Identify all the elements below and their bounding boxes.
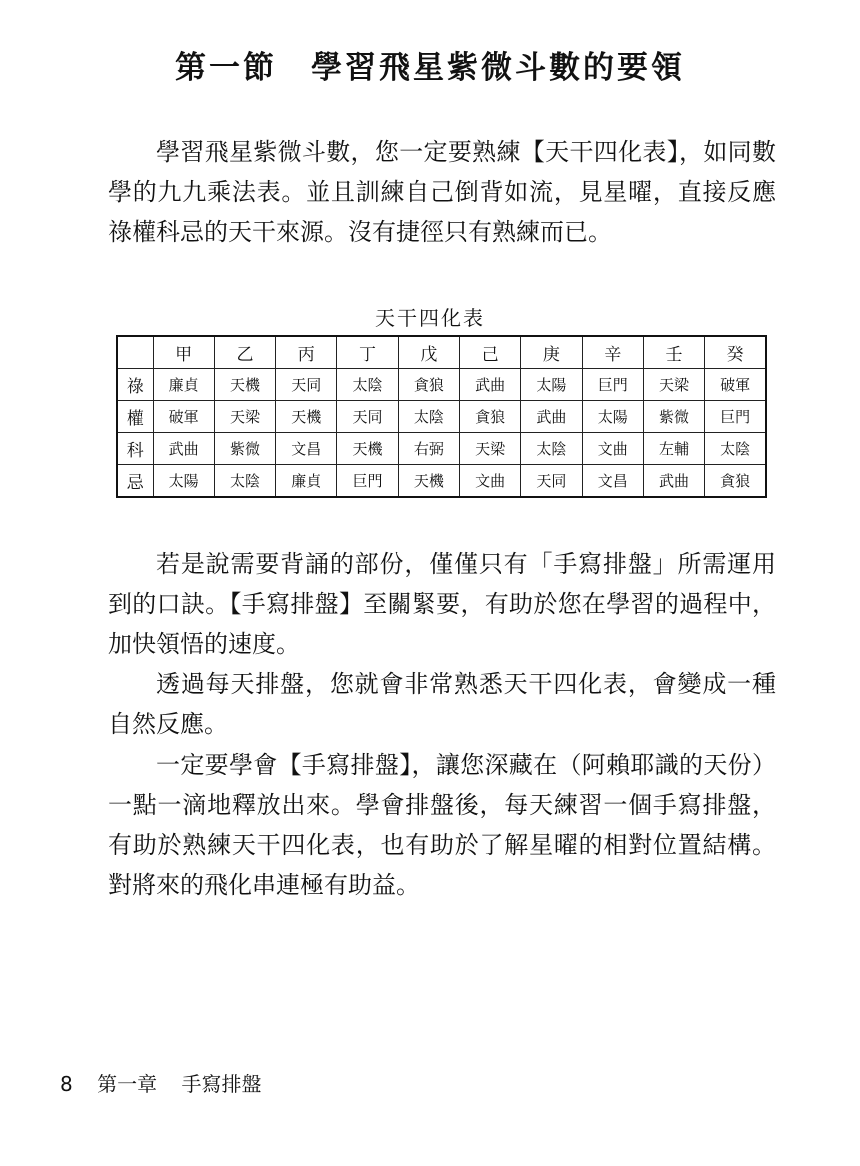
paragraph-1: 學習飛星紫微斗數，您一定要熟練【天干四化表】，如同數學的九九乘法表。並且訓練自己倒背如流，見星曜，直接反應祿權科忌的天干來源。沒有捷徑只有熟練而已。 xyxy=(108,138,776,246)
stem-header: 戊 xyxy=(398,336,459,369)
table-cell: 巨門 xyxy=(337,465,398,498)
table-row xyxy=(117,401,766,433)
table-cell: 天梁 xyxy=(459,433,520,465)
table-cell: 廉貞 xyxy=(153,369,214,401)
row-label: 祿 xyxy=(117,369,153,401)
table-cell: 太陽 xyxy=(582,401,643,433)
table-header-row xyxy=(117,336,766,369)
table-caption: 天干四化表 xyxy=(375,306,485,330)
table-cell: 天機 xyxy=(276,401,337,433)
stem-header: 癸 xyxy=(705,336,766,369)
paragraph-3: 透過每天排盤，您就會非常熟悉天干四化表，會變成一種自然反應。 xyxy=(108,670,776,738)
table-row xyxy=(117,369,766,401)
table-cell: 紫微 xyxy=(643,401,704,433)
table-cell: 巨門 xyxy=(582,369,643,401)
table-cell: 太陰 xyxy=(398,401,459,433)
table-cell: 天同 xyxy=(276,369,337,401)
table-cell: 太陽 xyxy=(521,369,582,401)
stem-header: 丙 xyxy=(276,336,337,369)
table-cell: 天機 xyxy=(337,433,398,465)
table-cell: 天機 xyxy=(214,369,275,401)
page-footer xyxy=(60,1068,279,1097)
chapter-label: 第一章 xyxy=(97,1072,158,1096)
table-cell: 太陰 xyxy=(705,433,766,465)
stem-header: 庚 xyxy=(521,336,582,369)
table-cell: 太陰 xyxy=(337,369,398,401)
table-cell: 天梁 xyxy=(643,369,704,401)
row-label: 忌 xyxy=(117,465,153,498)
table-corner-cell xyxy=(117,336,153,369)
table-cell: 破軍 xyxy=(705,369,766,401)
table-cell: 文曲 xyxy=(459,465,520,498)
chapter-title: 手寫排盤 xyxy=(181,1072,262,1096)
table-cell: 左輔 xyxy=(643,433,704,465)
table-cell: 武曲 xyxy=(459,369,520,401)
paragraph-4: 一定要學會【手寫排盤】，讓您深藏在（阿賴耶識的天份）一點一滴地釋放出來。學會排盤後，每天練習一個手寫排盤，有助於熟練天干四化表，也有助於了解星曜的相對位置結構。對將來的飛化串連極有助益。 xyxy=(108,751,776,899)
table-cell: 巨門 xyxy=(705,401,766,433)
table-cell: 右弼 xyxy=(398,433,459,465)
table-cell: 天機 xyxy=(398,465,459,498)
table-cell: 貪狼 xyxy=(459,401,520,433)
section-title: 第一節 學習飛星紫微斗數的要領 xyxy=(175,50,685,86)
table-cell: 太陰 xyxy=(214,465,275,498)
page-number: 8 xyxy=(60,1072,73,1096)
table-cell: 武曲 xyxy=(153,433,214,465)
table-cell: 廉貞 xyxy=(276,465,337,498)
table-cell: 文昌 xyxy=(276,433,337,465)
stem-header: 丁 xyxy=(337,336,398,369)
table-cell: 文曲 xyxy=(582,433,643,465)
stem-header: 壬 xyxy=(643,336,704,369)
table-cell: 太陰 xyxy=(521,433,582,465)
table-row xyxy=(117,465,766,498)
table-cell: 紫微 xyxy=(214,433,275,465)
stem-header: 乙 xyxy=(214,336,275,369)
table-cell: 破軍 xyxy=(153,401,214,433)
table-cell: 天同 xyxy=(337,401,398,433)
row-label: 權 xyxy=(117,401,153,433)
table-cell: 武曲 xyxy=(643,465,704,498)
table-cell: 武曲 xyxy=(521,401,582,433)
sihua-table xyxy=(116,335,767,498)
table-cell: 貪狼 xyxy=(705,465,766,498)
table-cell: 天梁 xyxy=(214,401,275,433)
table-cell: 天同 xyxy=(521,465,582,498)
stem-header: 辛 xyxy=(582,336,643,369)
table-cell: 文昌 xyxy=(582,465,643,498)
row-label: 科 xyxy=(117,433,153,465)
table-cell: 太陽 xyxy=(153,465,214,498)
stem-header: 己 xyxy=(459,336,520,369)
table-row xyxy=(117,433,766,465)
stem-header: 甲 xyxy=(153,336,214,369)
paragraph-2: 若是說需要背誦的部份，僅僅只有「手寫排盤」所需運用到的口訣。【手寫排盤】至關緊要，有助於您在學習的過程中，加快領悟的速度。 xyxy=(108,550,776,658)
table-cell: 貪狼 xyxy=(398,369,459,401)
